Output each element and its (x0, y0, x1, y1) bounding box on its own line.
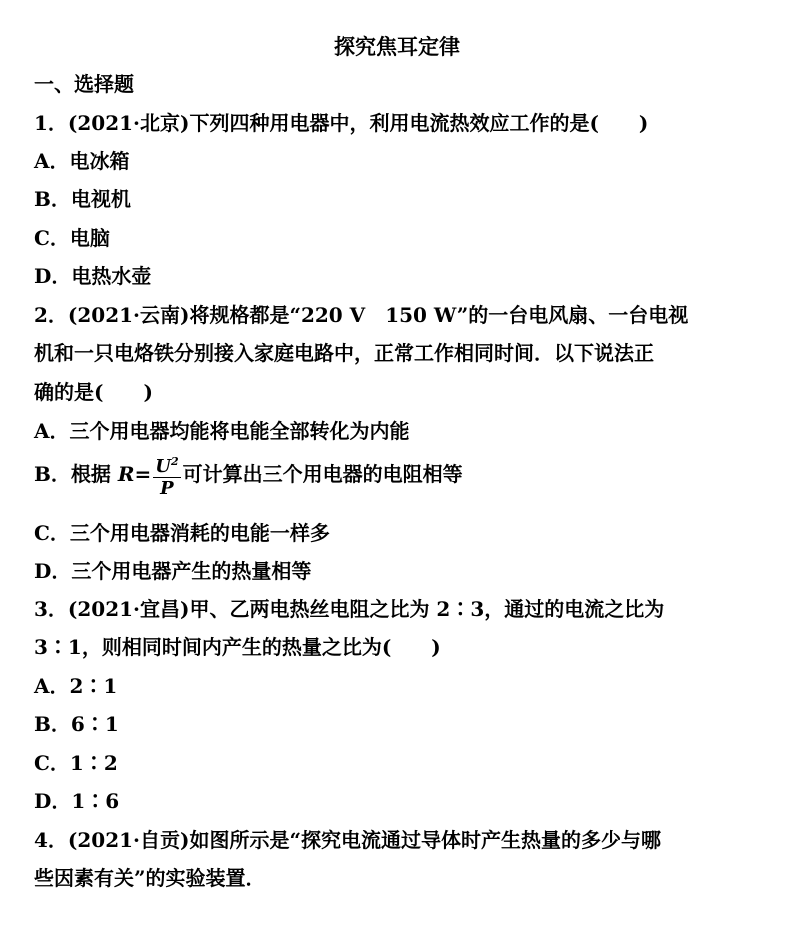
question-1-option-d: D．电热水壶 (34, 264, 152, 288)
page-title: 探究焦耳定律 (334, 34, 460, 59)
question-2-option-b (34, 449, 463, 499)
option-b-prefix: B．根据 (34, 462, 118, 486)
question-1-option-c: C．电脑 (34, 226, 110, 250)
formula-fraction (153, 453, 180, 498)
fraction-denominator: P (160, 478, 174, 499)
question-2-stem-line-1: 2．(2021·云南)将规格都是“220 V 150 W”的一台电风扇、一台电视 (34, 303, 689, 327)
question-3-option-c: C．1∶2 (34, 751, 118, 775)
question-3-stem-line-1: 3．(2021·宜昌)甲、乙两电热丝电阻之比为 2∶3，通过的电流之比为 (34, 597, 665, 621)
fraction-numerator: $U^2$ (155, 455, 179, 477)
formula-equals: = (134, 462, 152, 486)
question-3-option-a: A．2∶1 (34, 674, 118, 698)
question-1-option-b: B．电视机 (34, 187, 131, 211)
question-3-option-d: D．1∶6 (34, 789, 120, 813)
section-heading: 一、选择题 (34, 72, 134, 96)
question-3-option-b: B．6∶1 (34, 712, 119, 736)
option-b-suffix: 可计算出三个用电器的电阻相等 (182, 462, 463, 486)
question-1-option-a: A．电冰箱 (34, 149, 130, 173)
question-2-option-a: A．三个用电器均能将电能全部转化为内能 (34, 419, 410, 443)
question-4-stem-line-2: 些因素有关”的实验装置． (34, 866, 266, 890)
question-2-stem-line-3: 确的是( ) (34, 380, 153, 404)
question-4-stem-line-1: 4．(2021·自贡)如图所示是“探究电流通过导体时产生热量的多少与哪 (34, 828, 661, 852)
question-1-stem: 1．(2021·北京)下列四种用电器中，利用电流热效应工作的是( ) (34, 111, 649, 135)
question-3-stem-line-2: 3∶1，则相同时间内产生的热量之比为( ) (34, 635, 441, 659)
question-2-option-d: D．三个用电器产生的热量相等 (34, 559, 312, 583)
exponent: 2 (170, 455, 179, 468)
question-2-option-c: C．三个用电器消耗的电能一样多 (34, 521, 330, 545)
question-2-stem-line-2: 机和一只电烙铁分别接入家庭电路中，正常工作相同时间．以下说法正 (34, 341, 654, 365)
formula-variable-r: R (117, 462, 135, 486)
